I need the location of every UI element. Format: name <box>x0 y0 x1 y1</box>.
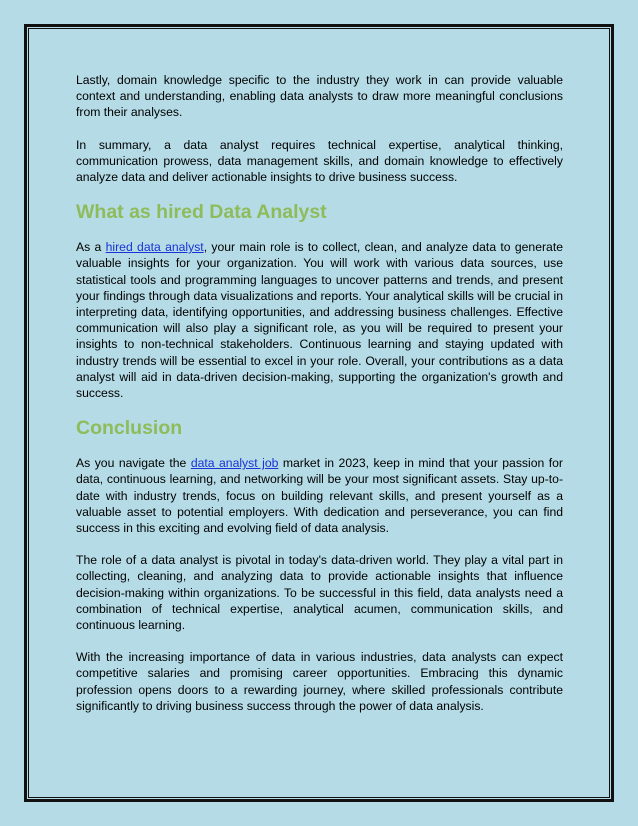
text-fragment: market in 2023, keep in mind that your passion for data, continuous learning, and networking will be your most significant assets. Stay up-to-date with industry trends, focus on building relevant skills, and present yourself as a valuable asset to potential employers. With dedication and perseverance, you can find success in this exciting and evolving field of data analysis. <box>76 456 563 536</box>
text-fragment: As a <box>76 240 106 255</box>
link-data-analyst-job[interactable]: data analyst job <box>190 456 279 471</box>
paragraph-domain-knowledge: Lastly, domain knowledge specific to the industry they work in can provide valuable context and understanding, enabling data analysts to draw more meaningful conclusions from their analyses. <box>76 73 563 120</box>
text-fragment: , your main role is to collect, clean, and analyze data to generate valuable insights for your organization. You will work with various data sources, use statistical tools and programming languages to uncover patterns and trends, and present your findings through data visualizations and reports. Your analytical skills will be crucial in interpreting data, identifying opportunities, and addressing business challenges. Effective communication will also play a significant role, as you will be required to present your insights to non-technical stakeholders. Continuous learning and staying updated with industry trends will be essential to excel in your role. Overall, your contributions as a data analyst will aid in data-driven decision-making, supporting the organization's growth and success. <box>76 240 563 401</box>
link-hired-data-analyst[interactable]: hired data analyst <box>105 240 204 255</box>
document-body <box>76 72 563 730</box>
paragraph-hired-role <box>76 239 563 401</box>
paragraph-summary: In summary, a data analyst requires technical expertise, analytical thinking, communication prowess, data management skills, and domain knowledge to effectively analyze data and deliver actionable insights to drive business success. <box>76 137 563 185</box>
paragraph-role-pivotal: The role of a data analyst is pivotal in today's data-driven world. They play a vital part in collecting, cleaning, and analyzing data to provide actionable insights that influence decision-making within organizations. To be successful in this field, data analysts need a combination of technical expertise, analytical acumen, communication skills, and continuous learning. <box>76 553 563 633</box>
heading-hired-data-analyst: What as hired Data Analyst <box>76 201 327 224</box>
heading-conclusion: Conclusion <box>76 417 183 440</box>
paragraph-conclusion-market <box>76 455 563 536</box>
text-fragment: As you navigate the <box>76 456 191 471</box>
paragraph-career-opportunities: With the increasing importance of data in various industries, data analysts can expect competitive salaries and promising career opportunities. Embracing this dynamic profession opens doors to a rewarding journey, where skilled professionals contribute significantly to driving business success through the power of data analysis. <box>76 650 563 713</box>
